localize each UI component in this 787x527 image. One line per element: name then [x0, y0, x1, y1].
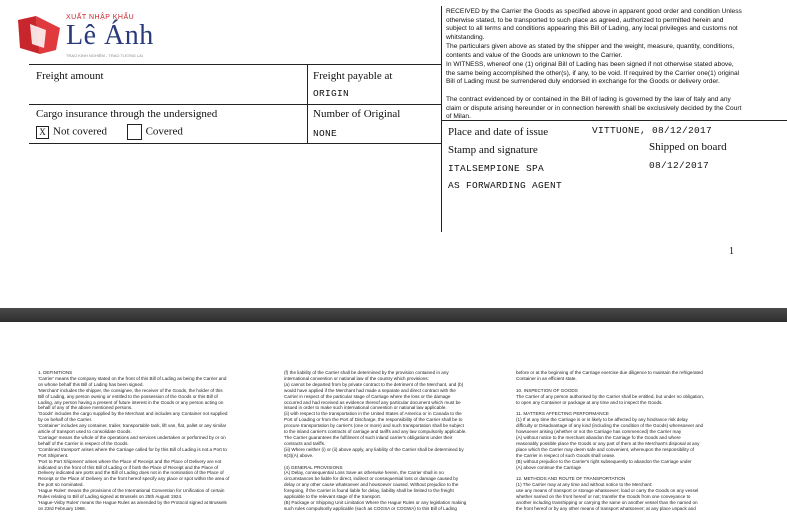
- freight-payable-value: ORIGIN: [313, 88, 350, 99]
- le-anh-logo-icon: [16, 14, 62, 56]
- number-original-label: Number of Original: [313, 108, 401, 120]
- form-top-border: [29, 64, 441, 65]
- right-panel-divider: [441, 6, 442, 232]
- terms-line: would have applied if the Merchant had made a separate and direct contract with the: [284, 387, 456, 393]
- terms-and-conditions-page: [0, 322, 787, 527]
- terms-line: on whose behalf this Bill of Lading has been signed.: [38, 381, 144, 387]
- covered-checkbox[interactable]: [127, 124, 142, 140]
- not-covered-checkbox[interactable]: X: [36, 126, 49, 139]
- freight-amount-label: Freight amount: [36, 70, 104, 82]
- terms-line: The Carrier guarantees the fulfilment of such inland carrier's obligations under their: [284, 434, 453, 440]
- shipped-on-board-value: 08/12/2017: [649, 160, 710, 171]
- terms-line: whether named on the front hereof or not; transfer the Goods from one conveyance to: [516, 494, 691, 500]
- terms-line: reasonably possible place the Goods or any part of them at the Merchant's disposal at any: [516, 440, 700, 446]
- terms-column-2: [284, 370, 508, 512]
- form-middle-border: [29, 104, 441, 105]
- terms-line: (a) cannot be departed from by private contract to the detriment of the Merchant, and (b): [284, 381, 464, 387]
- shipped-on-board-label: Shipped on board: [649, 141, 727, 153]
- terms-line: 10. INSPECTION OF GOODS: [516, 387, 578, 393]
- terms-line: 'Container' includes any container, trailer, transportable tank, lift van, flat, pallet or any similar: [38, 423, 227, 429]
- terms-line: 'Merchant' includes the shipper, the consignee, the receiver of the Goods, the holder of this: [38, 387, 223, 393]
- terms-line: applicable to the relevant stage of the transport.: [284, 494, 382, 500]
- terms-line: before or at the beginning of the Carriage exercise due diligence to maintain the refrigerated: [516, 370, 703, 375]
- terms-line: howsoever arising (whether or not the Carriage has commenced) the Carrier may: [516, 429, 682, 435]
- insurance-options: [36, 124, 183, 140]
- terms-line: (f) the liability of the Carrier shall be determined by the provision contained in any: [284, 370, 449, 375]
- terms-line: Bill of Lading, any person owning or entitled to the possession of the Goods or this Bill of: [38, 393, 218, 399]
- terms-line: Delivery indicated are ports and the Bill of Lading does not in the nomination of the Place of: [38, 470, 224, 476]
- terms-line: the Carrier in respect of such Goods shall cease.: [516, 452, 616, 458]
- terms-line: (B) Package or Shipping Unit Limitation Where the Hague Rules or any legislation making: [284, 499, 467, 505]
- terms-line: circumstances be liable for direct, indirect or consequential loss or damage caused by: [284, 476, 459, 482]
- page-separator: [0, 308, 787, 322]
- contract-law-paragraph: The contract evidenced by or contained in the Bill of lading is governed by the law of Italy and any claim or dispute arising hereunder or in connection herewith shall be exclusively decided by the Court of Milan.: [446, 96, 742, 121]
- terms-line: place which the Carrier may deem safe and convenient, whereupon the responsibility of: [516, 446, 694, 452]
- terms-line: Receipt or the Place of Delivery on the front hereof specify any place or spot within the area of: [38, 476, 230, 482]
- terms-line: Container in an efficient state.: [516, 375, 577, 381]
- terms-line: such rules compulsorily applicable (such as COGSA or COGWA) to this Bill of Lading: [284, 505, 457, 511]
- logo-top-text: XUẤT NHẬP KHẨU: [66, 14, 135, 21]
- terms-line: (ii) with respect to the transportation in the United States of America or in Canada to the: [284, 411, 462, 417]
- terms-line: on 23rd February 1968.: [38, 505, 87, 511]
- terms-line: (iii) Where neither (i) or (ii) above apply, any liability of the Carrier shall be determined by: [284, 446, 464, 452]
- terms-line: delay or any other cause whatsoever and howsoever caused. Without prejudice to the: [284, 482, 459, 488]
- terms-line: behalf of the Carrier in respect of the Goods.: [38, 440, 129, 446]
- received-paragraph: RECEIVED by the Carrier the Goods as specified above in apparent good order and condition Unless otherwise stated, to be transported to such place as agreed, authorized to permitted herein and subject to all terms and conditions appearing this Bill of Lading, any local privileges and customs not whitstanding.: [446, 8, 742, 42]
- particulars-paragraph: The particulars given above as stated by the shipper and the weight, measure, quantity, conditions, contents and value of the Goods are unknown to the Carrier.: [446, 43, 735, 59]
- terms-line: (1) The Carrier may at any time and without notice to the Merchant:: [516, 482, 653, 488]
- place-date-value: VITTUONE, 08/12/2017: [592, 125, 713, 136]
- terms-line: behalf of any of the above mentioned persons.: [38, 405, 133, 411]
- terms-line: 'Goods' includes the cargo supplied by the Merchant and includes any Container not supplied: [38, 411, 228, 417]
- terms-line: by on behalf of the Carrier.: [38, 417, 93, 423]
- terms-line: use any means of transport or storage whatsoever; load or carry the Goods on any vessel: [516, 488, 699, 494]
- terms-line: Carrier in respect of the particular stage of Carriage where the loss or the damage: [284, 393, 451, 399]
- covered-label: Covered: [145, 125, 183, 138]
- page-number: 1: [729, 246, 734, 257]
- not-covered-label: Not covered: [53, 125, 108, 138]
- terms-line: Lading, any person having a present of future interest in the Goods or any person acting on: [38, 399, 224, 405]
- terms-line: indicated on the front of this Bill of Lading or if both the Place of Receipt and the Place of: [38, 464, 219, 470]
- terms-line: (B) without prejudice to the Carrier's right subsequently to abandon the Carriage under: [516, 458, 692, 464]
- terms-line: the port so nominated.: [38, 482, 84, 488]
- logo-name: Lê Ánh: [66, 20, 154, 51]
- number-original-value: NONE: [313, 128, 338, 139]
- terms-line: (1) If at any time the Carriage is or is likely to be affected by any hindrance risk delay: [516, 417, 688, 423]
- terms-line: 'Carrier' means the company stated on the front of this Bill of Lading as being the Carrier and: [38, 375, 227, 381]
- terms-line: 'Port to Port Shipment' arises where the Place of Receipt and the Place of Delivery are not: [38, 458, 222, 464]
- place-date-label: Place and date of issue: [448, 126, 549, 138]
- terms-line: Port of Loading or from the Port of Discharge, the responsibility of the Carrier shall be to: [284, 417, 463, 423]
- terms-line: 11. MATTERS AFFECTING PERFORMANCE: [516, 411, 609, 417]
- terms-line: to open any Container or package at any time and to inspect the Goods.: [516, 399, 663, 405]
- terms-line: (4) GENERAL PROVISIONS: [284, 464, 343, 470]
- terms-line: contracts and tariffs.: [284, 440, 326, 446]
- terms-line: 1. DEFINITIONS: [38, 370, 73, 375]
- terms-line: (A) Delay, consequential Loss Save as otherwise herein, the Carrier shall in no: [284, 470, 444, 476]
- terms-line: issued in order to make such international convention or national law applicable.: [284, 405, 447, 411]
- terms-line: 'Combined transport' arises where the Carriage called for by this Bill of Lading is not a Port to: [38, 446, 227, 452]
- terms-line: 'Hague-Visby Rules' means the Hague Rules as amended by the Protocol signed at Brussels: [38, 499, 227, 505]
- form-column-divider: [307, 64, 308, 143]
- terms-line: procure transportation by carrier's (one or more) and such transportation shall be subject: [284, 423, 464, 429]
- terms-column-1: [38, 370, 278, 512]
- terms-line: article of transport used to consolidate Goods.: [38, 429, 132, 435]
- terms-line: difficulty or Disadvantage of any kind (including the condition of the Goods) whensoever and: [516, 423, 704, 429]
- terms-line: 'Carriage' means the whole of the operations and services undertaken or performed by or on: [38, 434, 226, 440]
- terms-line: occurred and had received as evidence thereof any particular document which must be: [284, 399, 461, 405]
- terms-line: to the inland carrier's contracts of carriage and tariffs and any law compulsorily applicable.: [284, 429, 467, 435]
- stamp-line-2: AS FORWARDING AGENT: [448, 180, 563, 191]
- form-bottom-border: [29, 143, 441, 144]
- terms-line: foregoing, if the Carrier is found liable for delay, liability shall be limited to the freight: [284, 488, 454, 494]
- freight-payable-label: Freight payable at: [313, 70, 393, 82]
- terms-line: 12. METHODS AND ROUTE OF TRANSPORTATION: [516, 476, 626, 482]
- terms-line: another including transhipping or carrying the same on another vessel than the named on: [516, 499, 698, 505]
- terms-line: international convention or national law of the country which provisions:: [284, 375, 429, 381]
- terms-line: 'Hague Rules' means the provisions of the International Convention for Unification of certain: [38, 488, 225, 494]
- terms-column-3: [516, 370, 748, 512]
- terms-line: The Carrier of any person authorised by the Carrier shall be entitled, but under no obligation,: [516, 393, 704, 399]
- terms-line: 6(3)(A) above.: [284, 452, 314, 458]
- terms-line: Port Shipment.: [38, 452, 69, 458]
- stamp-line-1: ITALSEMPIONE SPA: [448, 163, 545, 174]
- terms-line: (A) without notice to the merchant abandon the Carriage fo the Goods and where: [516, 434, 681, 440]
- terms-line: (A) above continue the Carriage: [516, 464, 582, 470]
- cargo-insurance-label: Cargo insurance through the undersigned: [36, 108, 218, 120]
- witness-paragraph: In WITNESS, whereof one (1) original Bill of Lading has been signed if not otherwise stated above, the same being accomplished the other(s), if any, to be void. If required by the Carrier one(1) original Bill of Lading must be surrendered duly endorsed in exchange for the Goods or delivery order.: [446, 61, 740, 86]
- terms-line: the front hereof or by any other means of transport whatsoever; at any place unpack and: [516, 505, 696, 511]
- terms-line: Rules relating to Bill of Lading signed at Brussels on 25th August 1924.: [38, 494, 183, 500]
- stamp-signature-label: Stamp and signature: [448, 144, 538, 156]
- logo-subtitle: TRAO KINH NGHIỆM - TRAO TƯƠNG LAI: [66, 53, 143, 58]
